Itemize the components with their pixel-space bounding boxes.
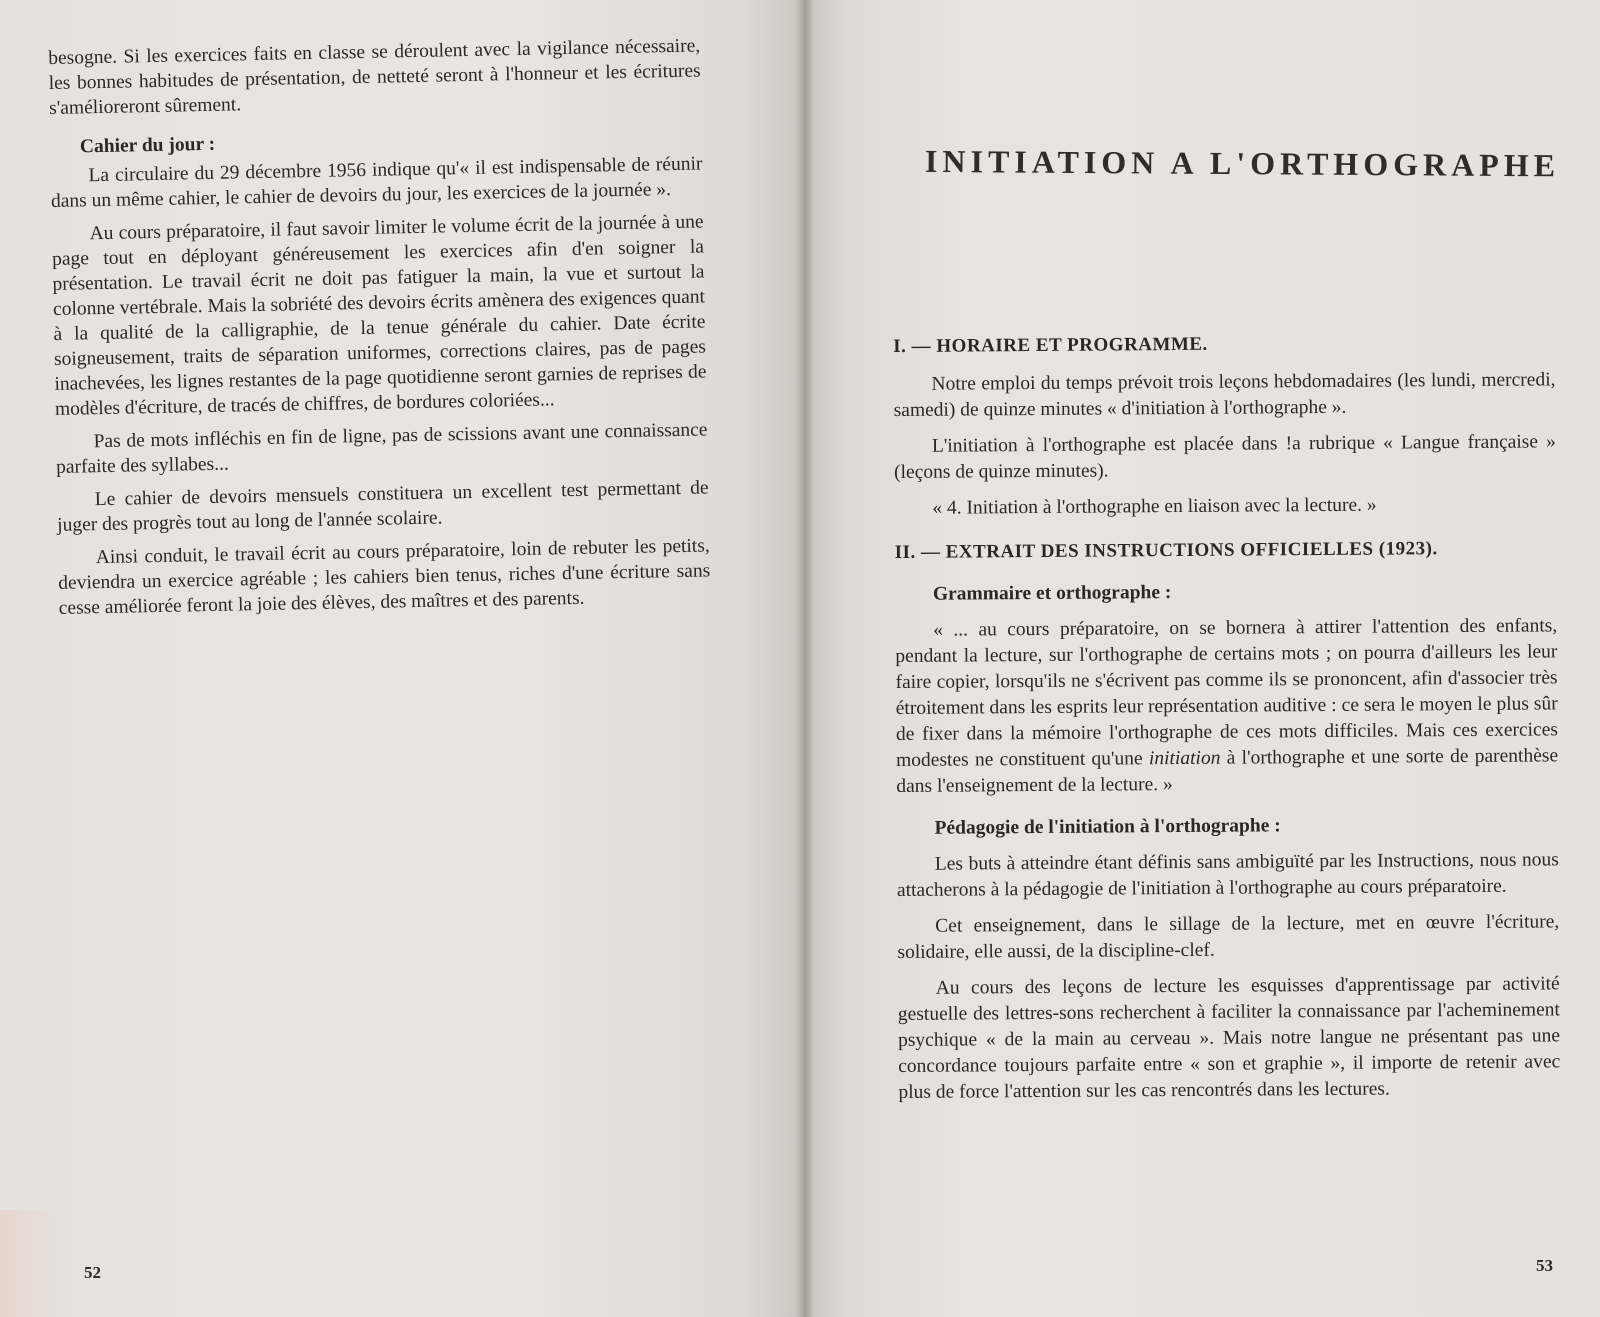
left-intro-paragraph: besogne. Si les exercices faits en classe se déroulent avec la vigilance nécessaire, les bonnes habitudes de présentation, de netteté seront à l'honneur et les écritures s'amélioreront sûrement. [48,35,701,119]
left-paragraph: Au cours préparatoire, il faut savoir limiter le volume écrit de la journée à une page tout en déployant généreusement les exercices afin d'en soigner la présentation. Le travail écrit ne doit pas fatiguer la main, la vue et surtout la colonne vertébrale. Mais la sobriété des devoirs écrits amènera des exigences quant à la qualité de la calligraphie, de la tenue générale du cahier. Date écrite soigneusement, traits de séparation uniformes, corrections claires, pas de pages inachevées, les lignes restantes de la page quotidienne seront garnies de reprises de modèles d'écriture, de tracés de chiffres, de bordures coloriées... [51,211,707,420]
left-page-number: 52 [84,1263,101,1282]
quote-text-start: « ... au cours préparatoire, on se bornera à attirer l'attention des enfants, pendant la lecture, sur l'orthographe de certains mots ; on pourra d'ailleurs les leur faire copier, lorsqu'ils ne s'écrivent pas comme ils se prononcent, afin d'associer très étroitement dans les esprits leur représentation auditive : ce sera le moyen le plus sûr de fixer dans la mémoire l'orthographe de ces mots difficiles. Mais ces exercices modestes ne constituent qu'une [895,615,1558,771]
book-gutter [796,0,814,1317]
section-heading-instructions: II. — EXTRAIT DES INSTRUCTIONS OFFICIELLES (1923). [894,538,1438,563]
left-paragraph: Le cahier de devoirs mensuels constituera un excellent test permettant de juger des progrès tout au long de l'année scolaire. [57,477,709,536]
right-page-number: 53 [1536,1256,1553,1275]
right-paragraph: Au cours des leçons de lecture les esquisses d'apprentissage par activité gestuelle des lettres-sons recherchent à faciliter la connaissance par l'acheminement psychique « de la main au cerveau ». Mais notre langue ne présentant pas une concordance toujours parfaite entre « son et graphie », il importe de retenir avec plus de force l'attention sur les cas rencontrés dans les lectures. [897,973,1561,1103]
quote-text-end: à l'orthographe et une sorte de parenthèse dans l'enseignement de la lecture. » [896,745,1559,797]
chapter-title: INITIATION A L'ORTHOGRAPHE [924,142,1561,184]
right-paragraph: Notre emploi du temps prévoit trois leçons hebdomadaires (les lundi, mercredi, samedi) de quinze minutes « d'initiation à l'orthographe ». [893,369,1556,421]
right-paragraph: Cet enseignement, dans le sillage de la lecture, met en œuvre l'écriture, solidaire, elle aussi, de la discipline-clef. [897,911,1560,963]
section-heading-horaire: I. — HORAIRE ET PROGRAMME. [893,333,1208,357]
left-paragraph: Pas de mots infléchis en fin de ligne, pas de scissions avant une connaissance parfaite des syllabes... [55,419,708,478]
page-corner-stain [0,1210,70,1317]
right-paragraph: L'initiation à l'orthographe est placée dans !a rubrique « Langue française » (leçons de quinze minutes). [894,431,1556,483]
left-paragraph: La circulaire du 29 décembre 1956 indique qu'« il est indispensable de réunir dans un même cahier, le cahier de devoirs du jour, les exercices de la journée ». [50,153,703,212]
left-page-text [48,33,711,628]
right-page-text [893,311,1561,1116]
instructions-quote [895,613,1558,800]
left-paragraph: Ainsi conduit, le travail écrit au cours préparatoire, loin de rebuter les petits, deviendra un exercice agréable ; les cahiers bien tenus, riches d'une écriture sans cesse améliorée feront la joie des élèves, des maîtres et des parents. [58,535,711,619]
grammaire-heading: Grammaire et orthographe : [932,582,1172,605]
pedagogie-heading: Pédagogie de l'initiation à l'orthographe : [934,815,1281,839]
right-paragraph: Les buts à atteindre étant définis sans ambiguïté par les Instructions, nous nous attacherons à la pédagogie de l'initiation à l'orthographe au cours préparatoire. [896,849,1559,901]
quote-italic-word: initiation [1148,747,1221,770]
right-paragraph: « 4. Initiation à l'orthographe en liaison avec la lecture. » [932,494,1377,519]
cahier-du-jour-heading: Cahier du jour : [79,133,216,158]
